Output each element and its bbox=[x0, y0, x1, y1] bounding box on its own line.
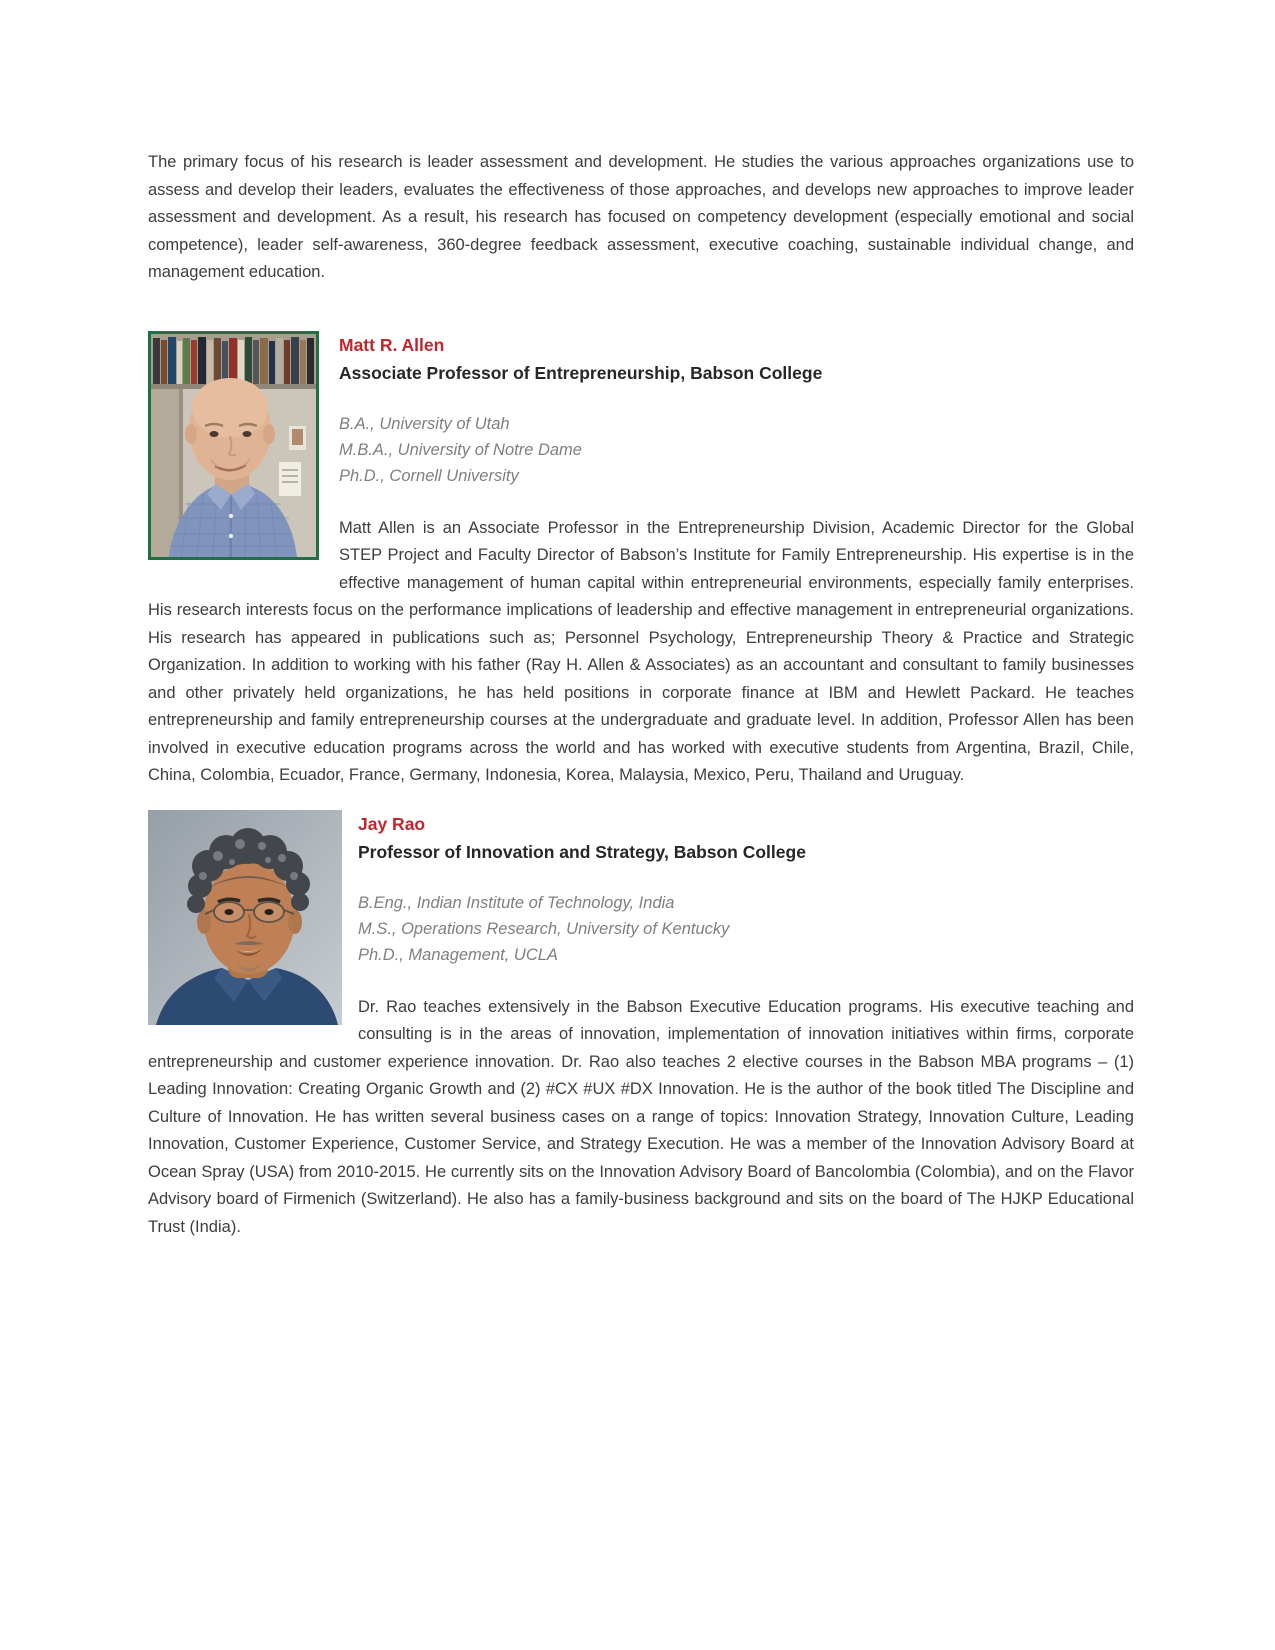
matt-allen-portrait-art bbox=[151, 334, 316, 557]
credential-line: B.A., University of Utah bbox=[339, 414, 510, 433]
profile-name: Matt R. Allen bbox=[339, 334, 445, 355]
jay-rao-portrait bbox=[148, 810, 342, 1025]
credential-line: M.B.A., University of Notre Dame bbox=[339, 440, 582, 459]
matt-allen-portrait bbox=[148, 331, 319, 560]
profile-jay-rao bbox=[148, 810, 1134, 1242]
profile-bio: Dr. Rao teaches extensively in the Babson Executive Education programs. His executive teaching and consulting is in the areas of innovation, implementation of innovation initiatives within firms, corporate entrepreneurship and customer experience innovation. Dr. Rao also teaches 2 elective courses in the Babson MBA programs – (1) Leading Innovation: Creating Organic Growth and (2) #CX #UX #DX Innovation. He is the author of the book titled The Discipline and Culture of Innovation. He has written several business cases on a range of topics: Innovation Strategy, Innovation Culture, Leading Innovation, Customer Experience, Customer Service, and Strategy Execution. He was a member of the Innovation Advisory Board at Ocean Spray (USA) from 2010-2015. He currently sits on the Innovation Advisory Board of Bancolombia (Colombia), and on the Flavor Advisory board of Firmenich (Switzerland). He also has a family-business background and sits on the board of The HJKP Educational Trust (India). bbox=[148, 997, 1134, 1236]
jay-rao-portrait-art bbox=[148, 810, 342, 1025]
credential-line: Ph.D., Cornell University bbox=[339, 466, 519, 485]
credential-line: Ph.D., Management, UCLA bbox=[358, 945, 558, 964]
credential-line: M.S., Operations Research, University of Kentucky bbox=[358, 919, 730, 938]
profile-title: Professor of Innovation and Strategy, Babson College bbox=[358, 841, 806, 862]
profile-matt-allen bbox=[148, 331, 1134, 790]
credential-line: B.Eng., Indian Institute of Technology, India bbox=[358, 893, 675, 912]
profile-name: Jay Rao bbox=[358, 813, 426, 834]
intro-paragraph: The primary focus of his research is leader assessment and development. He studies the various approaches organizations use to assess and develop their leaders, evaluates the effectiveness of those approaches, and develops new approaches to improve leader assessment and development. As a result, his research has focused on competency development (especially emotional and social competence), leader self-awareness, 360-degree feedback assessment, executive coaching, sustainable individual change, and management education. bbox=[148, 153, 1134, 281]
profile-bio: Matt Allen is an Associate Professor in the Entrepreneurship Division, Academic Director for the Global STEP Project and Faculty Director of Babson’s Institute for Family Entrepreneurship. His expertise is in the effective management of human capital within entrepreneurial environments, especially family enterprises. His research interests focus on the performance implications of leadership and effective management in entrepreneurial organizations. His research has appeared in publications such as; Personnel Psychology, Entrepreneurship Theory & Practice and Strategic Organization. In addition to working with his father (Ray H. Allen & Associates) as an accountant and consultant to family businesses and other privately held organizations, he has held positions in corporate finance at IBM and Hewlett Packard. He teaches entrepreneurship and family entrepreneurship courses at the undergraduate and graduate level. In addition, Professor Allen has been involved in executive education programs across the world and has worked with executive students from Argentina, Brazil, Chile, China, Colombia, Ecuador, France, Germany, Indonesia, Korea, Malaysia, Mexico, Peru, Thailand and Uruguay. bbox=[148, 518, 1134, 784]
profile-title: Associate Professor of Entrepreneurship, Babson College bbox=[339, 362, 823, 383]
